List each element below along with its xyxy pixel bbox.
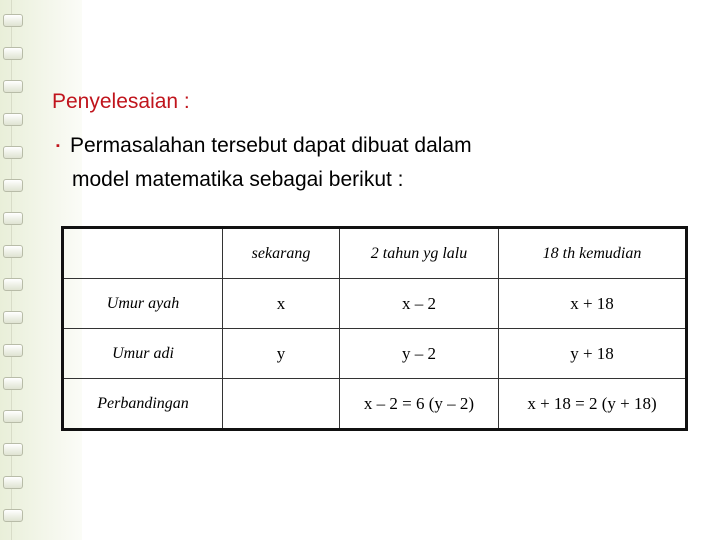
binder-ring-icon	[3, 443, 23, 456]
table-cell: y + 18	[499, 329, 687, 379]
binder-ring-icon	[3, 476, 23, 489]
table-header-cell: 2 tahun yg lalu	[340, 228, 499, 279]
binder-ring-icon	[3, 47, 23, 60]
table-cell: y	[223, 329, 340, 379]
table-cell: x – 2	[340, 279, 499, 329]
table-row	[63, 279, 687, 329]
binder-ring-icon	[3, 146, 23, 159]
row-label: Perbandingan	[63, 379, 223, 430]
binder-ring-icon	[3, 311, 23, 324]
binder-ring-icon	[3, 113, 23, 126]
table-cell: x + 18	[499, 279, 687, 329]
binder-ring-icon	[3, 410, 23, 423]
binder-ring-icon	[3, 212, 23, 225]
table-row	[63, 329, 687, 379]
binder-ring-icon	[3, 377, 23, 390]
bullet-paragraph	[56, 129, 656, 196]
row-label: Umur adi	[63, 329, 223, 379]
table-header-cell: sekarang	[223, 228, 340, 279]
bullet-line-1: Permasalahan tersebut dapat dibuat dalam	[70, 134, 472, 157]
table-header-row	[63, 228, 687, 279]
binder-ring-icon	[3, 344, 23, 357]
table-cell: x + 18 = 2 (y + 18)	[499, 379, 687, 430]
binder-ring-icon	[3, 509, 23, 522]
binder-ring-icon	[3, 179, 23, 192]
data-table	[61, 226, 688, 431]
binder-ring-icon	[3, 80, 23, 93]
binder-ring-icon	[3, 278, 23, 291]
binder-ring-icon	[3, 14, 23, 27]
binder-ring-icon	[3, 245, 23, 258]
table-row	[63, 379, 687, 430]
table-cell: x	[223, 279, 340, 329]
table-cell: y – 2	[340, 329, 499, 379]
table-cell: x – 2 = 6 (y – 2)	[340, 379, 499, 430]
row-label: Umur ayah	[63, 279, 223, 329]
bullet-line-2: model matematika sebagai berikut :	[72, 168, 404, 191]
table-cell	[223, 379, 340, 430]
slide-title: Penyelesaian :	[52, 90, 190, 113]
table-header-cell: 18 th kemudian	[499, 228, 687, 279]
table-header-cell	[63, 228, 223, 279]
bullet-icon: ▪	[56, 140, 60, 152]
